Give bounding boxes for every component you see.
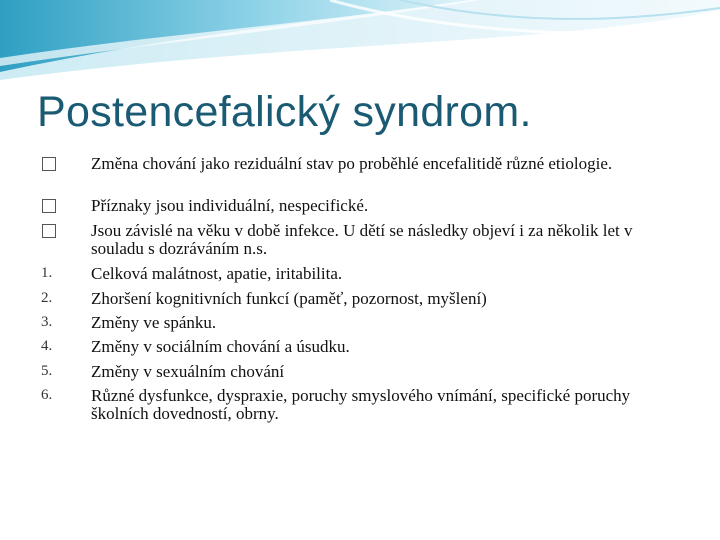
- item-number: 3.: [41, 314, 53, 330]
- bullet-text: Příznaky jsou individuální, nespecifické.: [91, 196, 369, 215]
- item-number: 2.: [41, 290, 53, 306]
- item-number: 6.: [41, 387, 53, 403]
- numbered-text: Celková malátnost, apatie, iritabilita.: [91, 264, 343, 283]
- numbered-text: Různé dysfunkce, dyspraxie, poruchy smyslového vnímání, specifické poruchy školních dovedností, obrny.: [91, 386, 631, 423]
- box-bullet-icon: [42, 224, 56, 238]
- bullet-text: Jsou závislé na věku v době infekce. U dětí se následky objeví i za několik let v souladu s dozráváním n.s.: [91, 221, 633, 258]
- box-bullet-icon: [42, 157, 56, 171]
- numbered-text: Změny v sexuálním chování: [91, 362, 285, 381]
- numbered-text: Změny ve spánku.: [91, 313, 217, 332]
- box-bullet-icon: [42, 199, 56, 213]
- numbered-text: Zhoršení kognitivních funkcí (paměť, pozornost, myšlení): [91, 289, 487, 308]
- item-number: 1.: [41, 265, 53, 281]
- item-number: 5.: [41, 363, 53, 379]
- bullet-text: Změna chování jako reziduální stav po proběhlé encefalitidě různé etiologie.: [91, 154, 613, 173]
- item-number: 4.: [41, 338, 53, 354]
- numbered-text: Změny v sociálním chování a úsudku.: [91, 337, 350, 356]
- header-wave-decoration: [0, 0, 720, 90]
- slide-title: Postencefalický syndrom.: [37, 88, 532, 136]
